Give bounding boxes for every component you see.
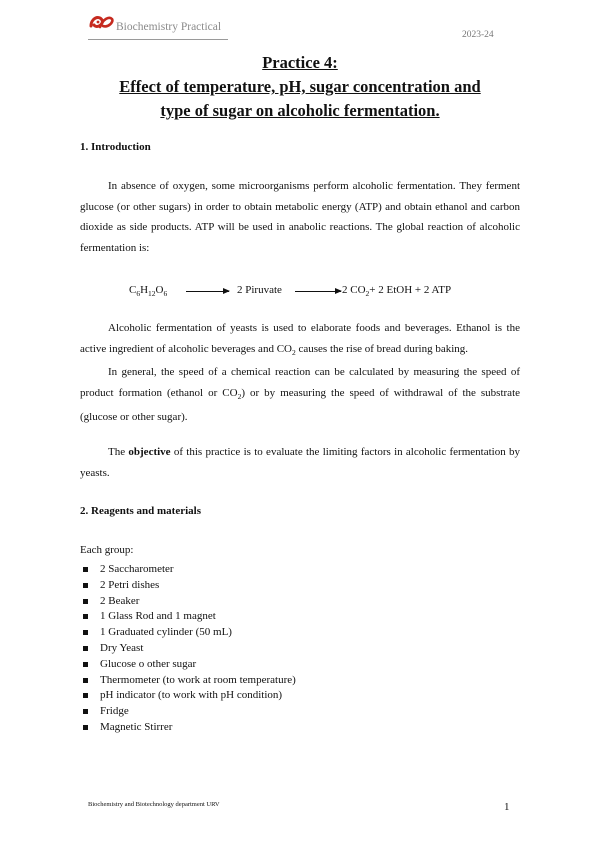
section-heading-introduction: 1. Introduction <box>80 141 151 153</box>
objective-keyword: objective <box>128 446 171 458</box>
equation-products: 2 $CO_2+ 2$ EtOH + 2 ATP <box>342 284 452 299</box>
fermentation-equation <box>0 282 600 302</box>
list-item: 2 Saccharometer <box>80 562 296 578</box>
list-item: 1 Glass Rod and 1 magnet <box>80 609 296 625</box>
page-number: 1 <box>504 801 510 813</box>
objective-paragraph: The objective of this practice is to evaluate the limiting factors in alcoholic fermentation by yeasts. <box>80 446 521 479</box>
list-item: 2 Petri dishes <box>80 578 296 594</box>
list-item: 2 Beaker <box>80 594 296 610</box>
title-line-3: type of sugar on alcoholic fermentation. <box>160 101 440 120</box>
header-title: Biochemistry Practical <box>116 21 222 33</box>
reaction-speed-paragraph: In general, the speed of a chemical reaction can be calculated by measuring the speed of product formation (ethanol or $CO_2$) or by measuring the speed of withdrawal of the substrate (glucose or other sugar). <box>80 366 521 424</box>
section-heading-reagents: 2. Reagents and materials <box>80 505 201 517</box>
header-year: 2023-24 <box>462 30 494 40</box>
yeast-paragraph: Alcoholic fermentation of yeasts is used to elaborate foods and beverages. Ethanol is the active ingredient of alcoholic beverages and $CO_2$ causes the rise of bread during baking. <box>80 322 520 357</box>
reaction-arrow <box>186 291 229 292</box>
title-line-1: Practice 4: <box>262 53 338 72</box>
university-logo-icon <box>88 12 114 34</box>
list-item: Thermometer (to work at room temperature) <box>80 673 296 689</box>
title-line-2: Effect of temperature, pH, sugar concentration and <box>119 77 481 96</box>
materials-list <box>80 562 296 736</box>
list-item: Dry Yeast <box>80 641 296 657</box>
list-item: Fridge <box>80 704 296 720</box>
intro-paragraph: In absence of oxygen, some microorganisms perform alcoholic fermentation. They ferment glucose (or other sugars) in order to obtain metabolic energy (ATP) and obtain ethanol and carbon dioxide as side products. ATP will be used in anabolic reactions. The global reaction of alcoholic fermentation is: <box>80 180 520 254</box>
footer-department: Biochemistry and Biotechnology department URV <box>88 801 220 808</box>
reaction-arrow <box>295 291 341 292</box>
materials-group-label: Each group: <box>80 544 134 556</box>
header-divider <box>88 39 228 40</box>
list-item: pH indicator (to work with pH condition) <box>80 688 296 704</box>
list-item: 1 Graduated cylinder (50 mL) <box>80 625 296 641</box>
equation-reactant: $C_6H_{12}O_6$ <box>129 284 168 299</box>
equation-intermediate: 2 Piruvate <box>237 284 282 296</box>
list-item: Glucose o other sugar <box>80 657 296 673</box>
list-item: Magnetic Stirrer <box>80 720 296 736</box>
